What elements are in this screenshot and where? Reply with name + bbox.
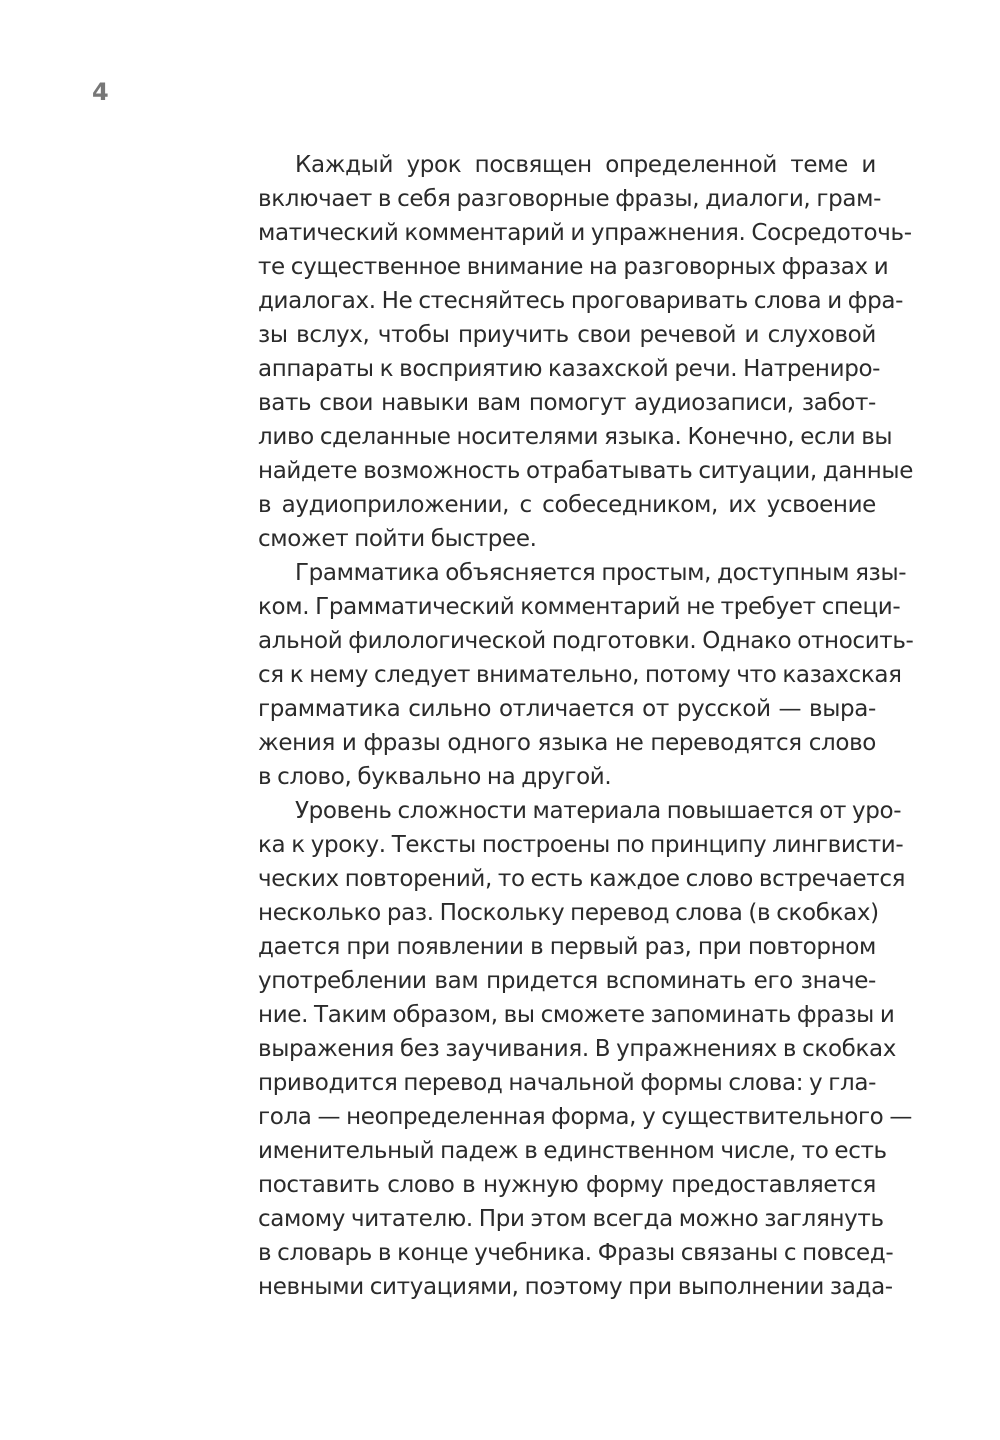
text-line: ком. Грамматический комментарий не требует специ-	[258, 594, 901, 620]
page-number: 4	[92, 78, 109, 106]
text-line: Каждый урок посвящен определенной теме и	[295, 152, 876, 178]
paragraph-3	[258, 794, 913, 1304]
text-line: невными ситуациями, поэтому при выполнении зада-	[258, 1274, 893, 1300]
text-line: ка к уроку. Тексты построены по принципу лингвисти-	[258, 832, 904, 858]
text-line: выражения без заучивания. В упражнениях в скобках	[258, 1036, 897, 1062]
text-line: зы вслух, чтобы приучить свои речевой и слуховой	[258, 322, 876, 348]
body-text	[258, 148, 914, 1304]
text-line: аппараты к восприятию казахской речи. Натрениро-	[258, 356, 881, 382]
text-line: Уровень сложности материала повышается от уро-	[295, 798, 902, 824]
text-line: именительный падеж в единственном числе, то есть	[258, 1138, 887, 1164]
text-line: самому читателю. При этом всегда можно заглянуть	[258, 1206, 884, 1232]
text-line: ние. Таким образом, вы сможете запоминать фразы и	[258, 1002, 895, 1028]
text-line: матический комментарий и упражнения. Сосредоточь-	[258, 220, 912, 246]
text-line: в словарь в конце учебника. Фразы связаны с повсед-	[258, 1240, 894, 1266]
paragraph-1	[258, 148, 914, 556]
text-line: ся к нему следует внимательно, потому что казахская	[258, 662, 902, 688]
text-line: ливо сделанные носителями языка. Конечно, если вы	[258, 424, 893, 450]
text-line: гола — неопределенная форма, у существительного —	[258, 1104, 913, 1130]
text-line: дается при появлении в первый раз, при повторном	[258, 934, 876, 960]
text-line: в слово, буквально на другой.	[258, 764, 612, 790]
paragraph-2	[258, 556, 914, 794]
text-line: жения и фразы одного языка не переводятся слово	[258, 730, 876, 756]
text-line: приводится перевод начальной формы слова: у гла-	[258, 1070, 877, 1096]
text-line: поставить слово в нужную форму предоставляется	[258, 1172, 876, 1198]
text-line: сможет пойти быстрее.	[258, 526, 537, 552]
text-line: включает в себя разговорные фразы, диалоги, грам-	[258, 186, 882, 212]
text-line: ческих повторений, то есть каждое слово встречается	[258, 866, 906, 892]
text-line: альной филологической подготовки. Однако относить-	[258, 628, 914, 654]
text-line: в аудиоприложении, с собеседником, их усвоение	[258, 492, 876, 518]
text-line: грамматика сильно отличается от русской — выра-	[258, 696, 876, 722]
text-line: те существенное внимание на разговорных фразах и	[258, 254, 889, 280]
text-line: употреблении вам придется вспоминать его значе-	[258, 968, 876, 994]
text-line: Грамматика объясняется простым, доступным язы-	[295, 560, 907, 586]
text-line: диалогах. Не стесняйтесь проговаривать слова и фра-	[258, 288, 904, 314]
text-line: вать свои навыки вам помогут аудиозаписи, забот-	[258, 390, 876, 416]
text-line: найдете возможность отрабатывать ситуации, данные	[258, 458, 914, 484]
text-line: несколько раз. Поскольку перевод слова (в скобках)	[258, 900, 879, 926]
